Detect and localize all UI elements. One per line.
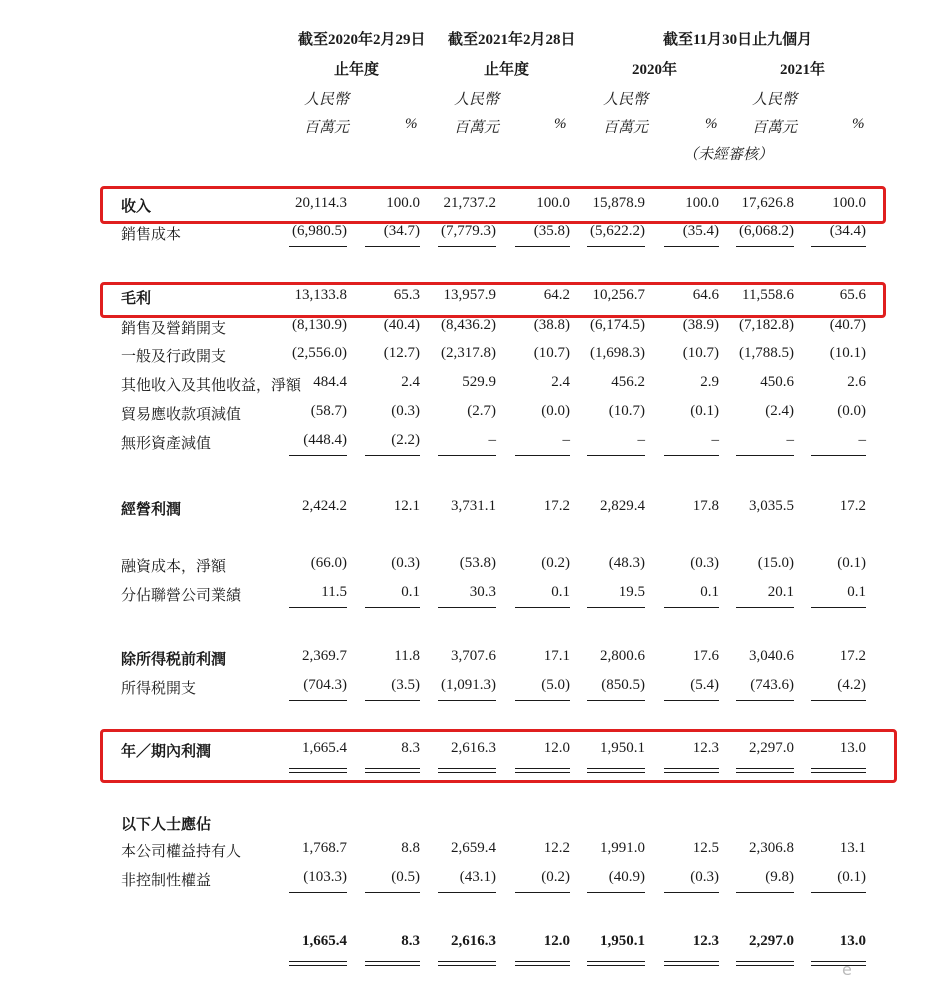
- row-label-attributable-to-header: 以下人士應佔: [121, 817, 212, 833]
- rule-intangible-assets-impairment-9m2020-rmb: [587, 455, 645, 456]
- cell-general-admin-expenses-fy2020-pct: (12.7): [383, 345, 420, 361]
- col3-currency: 人民幣: [603, 92, 649, 108]
- cell-trade-receivables-impairment-9m2021-rmb: (2.4): [765, 403, 794, 419]
- rule-intangible-assets-impairment-fy2020-pct: [365, 455, 420, 456]
- cell-general-admin-expenses-9m2021-rmb: (1,788.5): [739, 345, 794, 361]
- col3-pct: %: [705, 116, 718, 132]
- cell-income-tax-expense-9m2021-rmb: (743.6): [750, 677, 794, 693]
- double-rule-total-profit-attributable-fy2021-rmb: [438, 961, 496, 966]
- cell-income-tax-expense-fy2021-pct: (5.0): [541, 677, 570, 693]
- cell-revenue-fy2020-rmb: 20,114.3: [295, 195, 347, 211]
- cell-revenue-9m2020-pct: 100.0: [685, 195, 719, 211]
- cell-equity-holders-9m2021-rmb: 2,306.8: [749, 840, 794, 856]
- cell-gross-profit-9m2021-pct: 65.6: [839, 287, 866, 303]
- rule-share-of-associates-fy2020-pct: [365, 607, 420, 608]
- cell-finance-costs-net-9m2020-rmb: (48.3): [608, 555, 645, 571]
- cell-other-income-gains-net-fy2020-pct: 2.4: [401, 374, 420, 390]
- cell-total-profit-attributable-fy2021-pct: 12.0: [543, 933, 570, 949]
- cell-general-admin-expenses-9m2021-pct: (10.1): [829, 345, 866, 361]
- cell-general-admin-expenses-fy2021-rmb: (2,317.8): [441, 345, 496, 361]
- cell-general-admin-expenses-9m2020-pct: (10.7): [682, 345, 719, 361]
- cell-operating-profit-9m2021-rmb: 3,035.5: [749, 498, 794, 514]
- cell-share-of-associates-9m2020-pct: 0.1: [700, 584, 719, 600]
- cell-income-tax-expense-fy2021-rmb: (1,091.3): [441, 677, 496, 693]
- cell-revenue-9m2021-pct: 100.0: [832, 195, 866, 211]
- cell-operating-profit-fy2020-pct: 12.1: [393, 498, 420, 514]
- cell-trade-receivables-impairment-fy2021-pct: (0.0): [541, 403, 570, 419]
- cell-non-controlling-interests-fy2020-pct: (0.5): [391, 869, 420, 885]
- col1-unit: 百萬元: [304, 120, 350, 136]
- col1-period-subtitle: 止年度: [334, 62, 380, 78]
- cell-cost-of-sales-9m2020-rmb: (5,622.2): [590, 223, 645, 239]
- double-rule-total-profit-attributable-fy2021-pct: [515, 961, 570, 966]
- cell-total-profit-attributable-fy2021-rmb: 2,616.3: [451, 933, 496, 949]
- cell-trade-receivables-impairment-9m2020-pct: (0.1): [690, 403, 719, 419]
- cell-gross-profit-9m2020-rmb: 10,256.7: [592, 287, 645, 303]
- rule-share-of-associates-9m2020-pct: [664, 607, 719, 608]
- cell-finance-costs-net-fy2021-pct: (0.2): [541, 555, 570, 571]
- cell-finance-costs-net-fy2021-rmb: (53.8): [459, 555, 496, 571]
- cell-gross-profit-fy2020-pct: 65.3: [393, 287, 420, 303]
- rule-intangible-assets-impairment-9m2021-pct: [811, 455, 866, 456]
- cell-selling-marketing-expenses-9m2021-rmb: (7,182.8): [739, 317, 794, 333]
- rule-share-of-associates-9m2020-rmb: [587, 607, 645, 608]
- cell-intangible-assets-impairment-fy2021-rmb: –: [488, 432, 496, 448]
- row-label-cost-of-sales: 銷售成本: [121, 227, 182, 243]
- cell-operating-profit-fy2020-rmb: 2,424.2: [302, 498, 347, 514]
- cell-non-controlling-interests-9m2020-rmb: (40.9): [608, 869, 645, 885]
- rule-share-of-associates-fy2020-rmb: [289, 607, 347, 608]
- rule-share-of-associates-fy2021-pct: [515, 607, 570, 608]
- cell-intangible-assets-impairment-9m2021-rmb: –: [786, 432, 794, 448]
- rule-cost-of-sales-fy2021-rmb: [438, 246, 496, 247]
- cell-revenue-9m2021-rmb: 17,626.8: [741, 195, 794, 211]
- rule-income-tax-expense-9m2020-pct: [664, 700, 719, 701]
- col1-pct: %: [405, 116, 418, 132]
- cell-profit-before-tax-fy2021-pct: 17.1: [543, 648, 570, 664]
- row-label-share-of-associates: 分佔聯營公司業績: [121, 588, 242, 604]
- cell-profit-before-tax-9m2021-pct: 17.2: [839, 648, 866, 664]
- cell-other-income-gains-net-9m2020-pct: 2.9: [700, 374, 719, 390]
- cell-general-admin-expenses-fy2021-pct: (10.7): [533, 345, 570, 361]
- cell-other-income-gains-net-fy2021-pct: 2.4: [551, 374, 570, 390]
- col2-currency: 人民幣: [454, 92, 500, 108]
- cell-revenue-9m2020-rmb: 15,878.9: [592, 195, 645, 211]
- cell-non-controlling-interests-9m2021-pct: (0.1): [837, 869, 866, 885]
- rule-income-tax-expense-fy2021-pct: [515, 700, 570, 701]
- cell-intangible-assets-impairment-fy2020-rmb: (448.4): [303, 432, 347, 448]
- col2-pct: %: [554, 116, 567, 132]
- cell-income-tax-expense-fy2020-rmb: (704.3): [303, 677, 347, 693]
- cell-other-income-gains-net-fy2021-rmb: 529.9: [462, 374, 496, 390]
- cell-total-profit-attributable-9m2021-rmb: 2,297.0: [749, 933, 794, 949]
- row-label-intangible-assets-impairment: 無形資產減值: [121, 436, 212, 452]
- rule-non-controlling-interests-9m2021-rmb: [736, 892, 794, 893]
- rule-income-tax-expense-9m2021-rmb: [736, 700, 794, 701]
- cell-selling-marketing-expenses-fy2020-rmb: (8,130.9): [292, 317, 347, 333]
- cell-income-tax-expense-9m2020-rmb: (850.5): [601, 677, 645, 693]
- cell-equity-holders-9m2020-pct: 12.5: [692, 840, 719, 856]
- cell-gross-profit-fy2020-rmb: 13,133.8: [294, 287, 347, 303]
- cell-finance-costs-net-fy2020-pct: (0.3): [391, 555, 420, 571]
- nine-month-period-title: 截至11月30日止九個月: [663, 32, 813, 48]
- cell-finance-costs-net-9m2020-pct: (0.3): [690, 555, 719, 571]
- cell-selling-marketing-expenses-9m2021-pct: (40.7): [829, 317, 866, 333]
- cell-equity-holders-fy2021-rmb: 2,659.4: [451, 840, 496, 856]
- double-rule-total-profit-attributable-9m2021-pct: [811, 961, 866, 966]
- cell-profit-before-tax-9m2020-rmb: 2,800.6: [600, 648, 645, 664]
- rule-cost-of-sales-fy2021-pct: [515, 246, 570, 247]
- rule-cost-of-sales-9m2021-pct: [811, 246, 866, 247]
- rule-intangible-assets-impairment-fy2021-pct: [515, 455, 570, 456]
- rule-non-controlling-interests-fy2021-pct: [515, 892, 570, 893]
- rule-income-tax-expense-fy2020-rmb: [289, 700, 347, 701]
- cell-non-controlling-interests-9m2020-pct: (0.3): [690, 869, 719, 885]
- row-label-selling-marketing-expenses: 銷售及營銷開支: [121, 321, 227, 337]
- double-rule-total-profit-attributable-fy2020-rmb: [289, 961, 347, 966]
- cell-other-income-gains-net-9m2021-rmb: 450.6: [760, 374, 794, 390]
- cell-intangible-assets-impairment-fy2021-pct: –: [562, 432, 570, 448]
- cell-profit-for-period-9m2020-pct: 12.3: [692, 740, 719, 756]
- cell-income-tax-expense-9m2020-pct: (5.4): [690, 677, 719, 693]
- cell-selling-marketing-expenses-9m2020-rmb: (6,174.5): [590, 317, 645, 333]
- rule-cost-of-sales-9m2020-rmb: [587, 246, 645, 247]
- cell-operating-profit-fy2021-pct: 17.2: [543, 498, 570, 514]
- cell-trade-receivables-impairment-9m2020-rmb: (10.7): [608, 403, 645, 419]
- cell-gross-profit-fy2021-pct: 64.2: [543, 287, 570, 303]
- rule-income-tax-expense-9m2020-rmb: [587, 700, 645, 701]
- col1-currency: 人民幣: [304, 92, 350, 108]
- rule-cost-of-sales-9m2020-pct: [664, 246, 719, 247]
- cell-profit-for-period-fy2021-pct: 12.0: [543, 740, 570, 756]
- cell-total-profit-attributable-9m2021-pct: 13.0: [839, 933, 866, 949]
- cell-total-profit-attributable-9m2020-rmb: 1,950.1: [600, 933, 645, 949]
- cell-profit-for-period-fy2021-rmb: 2,616.3: [451, 740, 496, 756]
- cell-operating-profit-fy2021-rmb: 3,731.1: [451, 498, 496, 514]
- highlight-revenue: [100, 186, 886, 224]
- double-rule-total-profit-attributable-9m2021-rmb: [736, 961, 794, 966]
- cell-operating-profit-9m2020-rmb: 2,829.4: [600, 498, 645, 514]
- cell-cost-of-sales-fy2021-pct: (35.8): [533, 223, 570, 239]
- cell-profit-before-tax-9m2020-pct: 17.6: [692, 648, 719, 664]
- cell-finance-costs-net-9m2021-rmb: (15.0): [757, 555, 794, 571]
- highlight-profit-for-period: [100, 729, 897, 783]
- cell-cost-of-sales-9m2021-pct: (34.4): [829, 223, 866, 239]
- cell-share-of-associates-fy2020-rmb: 11.5: [321, 584, 347, 600]
- cell-equity-holders-fy2021-pct: 12.2: [543, 840, 570, 856]
- cell-total-profit-attributable-fy2020-pct: 8.3: [401, 933, 420, 949]
- cell-other-income-gains-net-9m2021-pct: 2.6: [847, 374, 866, 390]
- row-label-trade-receivables-impairment: 貿易應收款項減值: [121, 407, 242, 423]
- col2-period-subtitle: 止年度: [484, 62, 530, 78]
- rule-share-of-associates-9m2021-rmb: [736, 607, 794, 608]
- double-rule-total-profit-attributable-9m2020-pct: [664, 961, 719, 966]
- double-rule-total-profit-attributable-9m2020-rmb: [587, 961, 645, 966]
- cell-cost-of-sales-fy2021-rmb: (7,779.3): [441, 223, 496, 239]
- col1-period-title: 截至2020年2月29日: [298, 32, 426, 48]
- double-rule-total-profit-attributable-fy2020-pct: [365, 961, 420, 966]
- row-label-other-income-gains-net: 其他收入及其他收益，淨額: [121, 378, 302, 394]
- cell-selling-marketing-expenses-9m2020-pct: (38.9): [682, 317, 719, 333]
- rule-share-of-associates-fy2021-rmb: [438, 607, 496, 608]
- col4-unit: 百萬元: [752, 120, 798, 136]
- rule-intangible-assets-impairment-9m2021-rmb: [736, 455, 794, 456]
- cell-share-of-associates-9m2021-pct: 0.1: [847, 584, 866, 600]
- cell-intangible-assets-impairment-fy2020-pct: (2.2): [391, 432, 420, 448]
- unaudited-note: （未經審核）: [683, 147, 774, 163]
- cell-selling-marketing-expenses-fy2021-rmb: (8,436.2): [441, 317, 496, 333]
- cell-income-tax-expense-9m2021-pct: (4.2): [837, 677, 866, 693]
- rule-non-controlling-interests-fy2021-rmb: [438, 892, 496, 893]
- rule-non-controlling-interests-fy2020-pct: [365, 892, 420, 893]
- rule-non-controlling-interests-9m2020-rmb: [587, 892, 645, 893]
- col4-currency: 人民幣: [752, 92, 798, 108]
- cell-total-profit-attributable-9m2020-pct: 12.3: [692, 933, 719, 949]
- row-label-non-controlling-interests: 非控制性權益: [121, 873, 212, 889]
- cell-profit-for-period-fy2020-rmb: 1,665.4: [302, 740, 347, 756]
- rule-cost-of-sales-fy2020-rmb: [289, 246, 347, 247]
- cell-revenue-fy2021-rmb: 21,737.2: [443, 195, 496, 211]
- cell-profit-before-tax-fy2020-pct: 11.8: [394, 648, 420, 664]
- cell-total-profit-attributable-fy2020-rmb: 1,665.4: [302, 933, 347, 949]
- rule-income-tax-expense-fy2021-rmb: [438, 700, 496, 701]
- cell-income-tax-expense-fy2020-pct: (3.5): [391, 677, 420, 693]
- cell-trade-receivables-impairment-fy2020-pct: (0.3): [391, 403, 420, 419]
- cell-profit-before-tax-fy2020-rmb: 2,369.7: [302, 648, 347, 664]
- watermark: e: [842, 960, 852, 979]
- cell-general-admin-expenses-fy2020-rmb: (2,556.0): [292, 345, 347, 361]
- col2-period-title: 截至2021年2月28日: [448, 32, 576, 48]
- row-label-revenue: 收入: [121, 199, 152, 215]
- cell-equity-holders-9m2021-pct: 13.1: [839, 840, 866, 856]
- cell-share-of-associates-fy2020-pct: 0.1: [401, 584, 420, 600]
- rule-non-controlling-interests-fy2020-rmb: [289, 892, 347, 893]
- highlight-gross-profit: [100, 282, 886, 318]
- cell-equity-holders-fy2020-rmb: 1,768.7: [302, 840, 347, 856]
- cell-share-of-associates-9m2020-rmb: 19.5: [618, 584, 645, 600]
- cell-trade-receivables-impairment-9m2021-pct: (0.0): [837, 403, 866, 419]
- cell-profit-for-period-9m2021-pct: 13.0: [839, 740, 866, 756]
- rule-income-tax-expense-9m2021-pct: [811, 700, 866, 701]
- cell-profit-before-tax-9m2021-rmb: 3,040.6: [749, 648, 794, 664]
- rule-non-controlling-interests-9m2020-pct: [664, 892, 719, 893]
- cell-gross-profit-9m2021-rmb: 11,558.6: [742, 287, 794, 303]
- row-label-equity-holders: 本公司權益持有人: [121, 844, 242, 860]
- cell-other-income-gains-net-fy2020-rmb: 484.4: [313, 374, 347, 390]
- rule-intangible-assets-impairment-fy2021-rmb: [438, 455, 496, 456]
- rule-cost-of-sales-fy2020-pct: [365, 246, 420, 247]
- cell-cost-of-sales-9m2021-rmb: (6,068.2): [739, 223, 794, 239]
- cell-intangible-assets-impairment-9m2020-pct: –: [711, 432, 719, 448]
- rule-cost-of-sales-9m2021-rmb: [736, 246, 794, 247]
- cell-share-of-associates-9m2021-rmb: 20.1: [767, 584, 794, 600]
- cell-other-income-gains-net-9m2020-rmb: 456.2: [611, 374, 645, 390]
- cell-profit-for-period-9m2021-rmb: 2,297.0: [749, 740, 794, 756]
- col4-pct: %: [852, 116, 865, 132]
- cell-share-of-associates-fy2021-pct: 0.1: [551, 584, 570, 600]
- cell-cost-of-sales-9m2020-pct: (35.4): [682, 223, 719, 239]
- cell-non-controlling-interests-fy2021-pct: (0.2): [541, 869, 570, 885]
- row-label-general-admin-expenses: 一般及行政開支: [121, 349, 227, 365]
- cell-intangible-assets-impairment-9m2020-rmb: –: [637, 432, 645, 448]
- col2-unit: 百萬元: [454, 120, 500, 136]
- cell-profit-for-period-fy2020-pct: 8.3: [401, 740, 420, 756]
- cell-gross-profit-9m2020-pct: 64.6: [692, 287, 719, 303]
- cell-non-controlling-interests-9m2021-rmb: (9.8): [765, 869, 794, 885]
- cell-revenue-fy2021-pct: 100.0: [536, 195, 570, 211]
- rule-intangible-assets-impairment-9m2020-pct: [664, 455, 719, 456]
- cell-trade-receivables-impairment-fy2020-rmb: (58.7): [310, 403, 347, 419]
- col3-unit: 百萬元: [603, 120, 649, 136]
- row-label-income-tax-expense: 所得税開支: [121, 681, 197, 697]
- cell-intangible-assets-impairment-9m2021-pct: –: [858, 432, 866, 448]
- cell-revenue-fy2020-pct: 100.0: [386, 195, 420, 211]
- cell-equity-holders-9m2020-rmb: 1,991.0: [600, 840, 645, 856]
- rule-intangible-assets-impairment-fy2020-rmb: [289, 455, 347, 456]
- cell-finance-costs-net-fy2020-rmb: (66.0): [310, 555, 347, 571]
- row-label-finance-costs-net: 融資成本，淨額: [121, 559, 227, 575]
- col3-year-2020: 2020年: [632, 62, 678, 78]
- cell-profit-for-period-9m2020-rmb: 1,950.1: [600, 740, 645, 756]
- cell-cost-of-sales-fy2020-rmb: (6,980.5): [292, 223, 347, 239]
- cell-trade-receivables-impairment-fy2021-rmb: (2.7): [467, 403, 496, 419]
- cell-general-admin-expenses-9m2020-rmb: (1,698.3): [590, 345, 645, 361]
- cell-share-of-associates-fy2021-rmb: 30.3: [469, 584, 496, 600]
- cell-equity-holders-fy2020-pct: 8.8: [401, 840, 420, 856]
- cell-non-controlling-interests-fy2020-rmb: (103.3): [303, 869, 347, 885]
- rule-income-tax-expense-fy2020-pct: [365, 700, 420, 701]
- cell-selling-marketing-expenses-fy2020-pct: (40.4): [383, 317, 420, 333]
- cell-finance-costs-net-9m2021-pct: (0.1): [837, 555, 866, 571]
- row-label-profit-for-period: 年／期內利潤: [121, 744, 212, 760]
- cell-gross-profit-fy2021-rmb: 13,957.9: [443, 287, 496, 303]
- cell-profit-before-tax-fy2021-rmb: 3,707.6: [451, 648, 496, 664]
- row-label-operating-profit: 經營利潤: [121, 502, 182, 518]
- cell-selling-marketing-expenses-fy2021-pct: (38.8): [533, 317, 570, 333]
- row-label-profit-before-tax: 除所得税前利潤: [121, 652, 227, 668]
- cell-cost-of-sales-fy2020-pct: (34.7): [383, 223, 420, 239]
- cell-operating-profit-9m2020-pct: 17.8: [692, 498, 719, 514]
- cell-operating-profit-9m2021-pct: 17.2: [839, 498, 866, 514]
- cell-non-controlling-interests-fy2021-rmb: (43.1): [459, 869, 496, 885]
- rule-share-of-associates-9m2021-pct: [811, 607, 866, 608]
- rule-non-controlling-interests-9m2021-pct: [811, 892, 866, 893]
- row-label-gross-profit: 毛利: [121, 291, 152, 307]
- col4-year-2021: 2021年: [780, 62, 826, 78]
